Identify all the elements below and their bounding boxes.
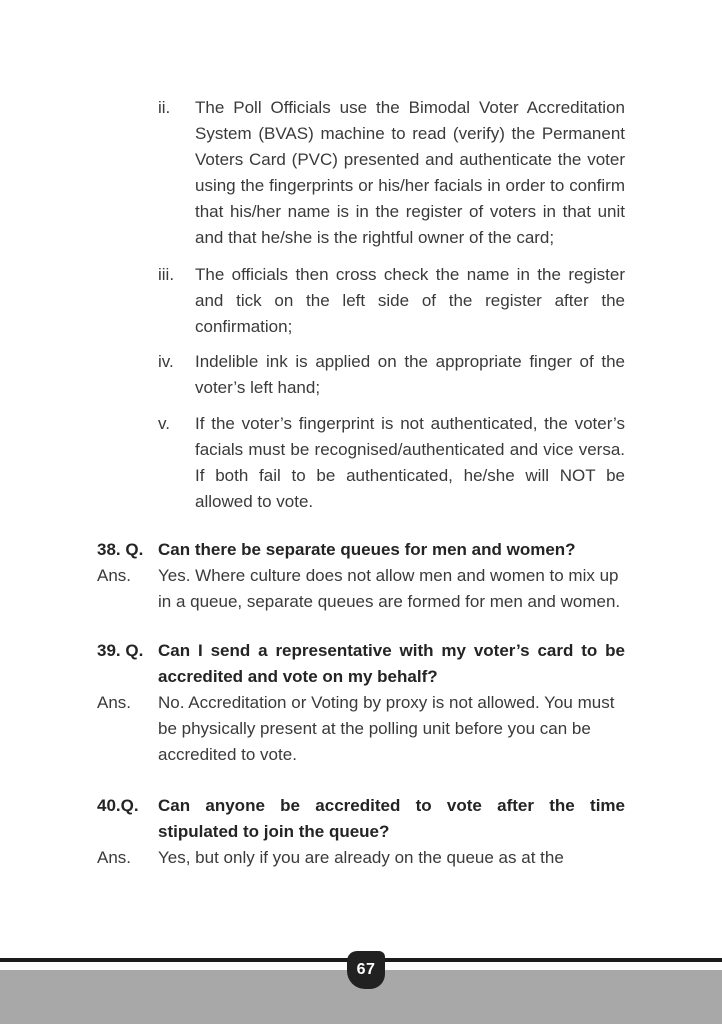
page-content	[97, 95, 625, 871]
question-row	[97, 537, 625, 563]
answer-row	[97, 845, 625, 871]
qa-block-38	[97, 537, 625, 615]
question-number: 39. Q.	[97, 641, 144, 660]
question-row	[97, 793, 625, 845]
list-text: The Poll Officials use the Bimodal Voter Accreditation System (BVAS) machine to read (verify) the Permanent Voters Card (PVC) presented and authenticate the voter using the fingerprints or his/her facials in order to confirm that his/her name is in the register of voters in that unit and that he/she is the rightful owner of the card;	[195, 98, 625, 247]
question-number: 40.Q.	[97, 796, 139, 815]
list-text: Indelible ink is applied on the appropriate finger of the voter’s left hand;	[195, 352, 625, 397]
list-text: If the voter’s fingerprint is not authenticated, the voter’s facials must be recognised/authenticated and vice versa. If both fail to be authenticated, he/she will NOT be allowed to vote.	[195, 414, 625, 511]
qa-block-40	[97, 793, 625, 871]
question-text: Can anyone be accredited to vote after the time stipulated to join the queue?	[158, 796, 625, 841]
list-item-iv	[158, 349, 625, 401]
answer-label: Ans.	[97, 693, 132, 712]
list-marker: v.	[158, 414, 170, 433]
answer-text: No. Accreditation or Voting by proxy is not allowed. You must be physically present at the polling unit before you can be accredited to vote.	[158, 693, 615, 764]
qa-block-39	[97, 638, 625, 768]
list-marker: iii.	[158, 265, 175, 284]
list-item-ii	[158, 95, 625, 251]
list-item-iii	[158, 262, 625, 340]
page-number-badge	[347, 951, 385, 989]
list-marker: iv.	[158, 352, 174, 371]
answer-row	[97, 563, 625, 615]
question-row	[97, 638, 625, 690]
page-number: 67	[356, 961, 376, 978]
list-item-v	[158, 411, 625, 515]
answer-text: Yes. Where culture does not allow men and women to mix up in a queue, separate queues are formed for men and women.	[158, 566, 621, 611]
answer-row	[97, 690, 625, 768]
answer-label: Ans.	[97, 566, 132, 585]
question-number: 38. Q.	[97, 540, 144, 559]
question-text: Can there be separate queues for men and women?	[158, 540, 576, 559]
list-marker: ii.	[158, 98, 171, 117]
list-text: The officials then cross check the name in the register and tick on the left side of the register after the confirmation;	[195, 265, 625, 336]
answer-label: Ans.	[97, 848, 132, 867]
answer-text: Yes, but only if you are already on the queue as at the	[158, 848, 564, 867]
question-text: Can I send a representative with my voter’s card to be accredited and vote on my behalf?	[158, 641, 625, 686]
